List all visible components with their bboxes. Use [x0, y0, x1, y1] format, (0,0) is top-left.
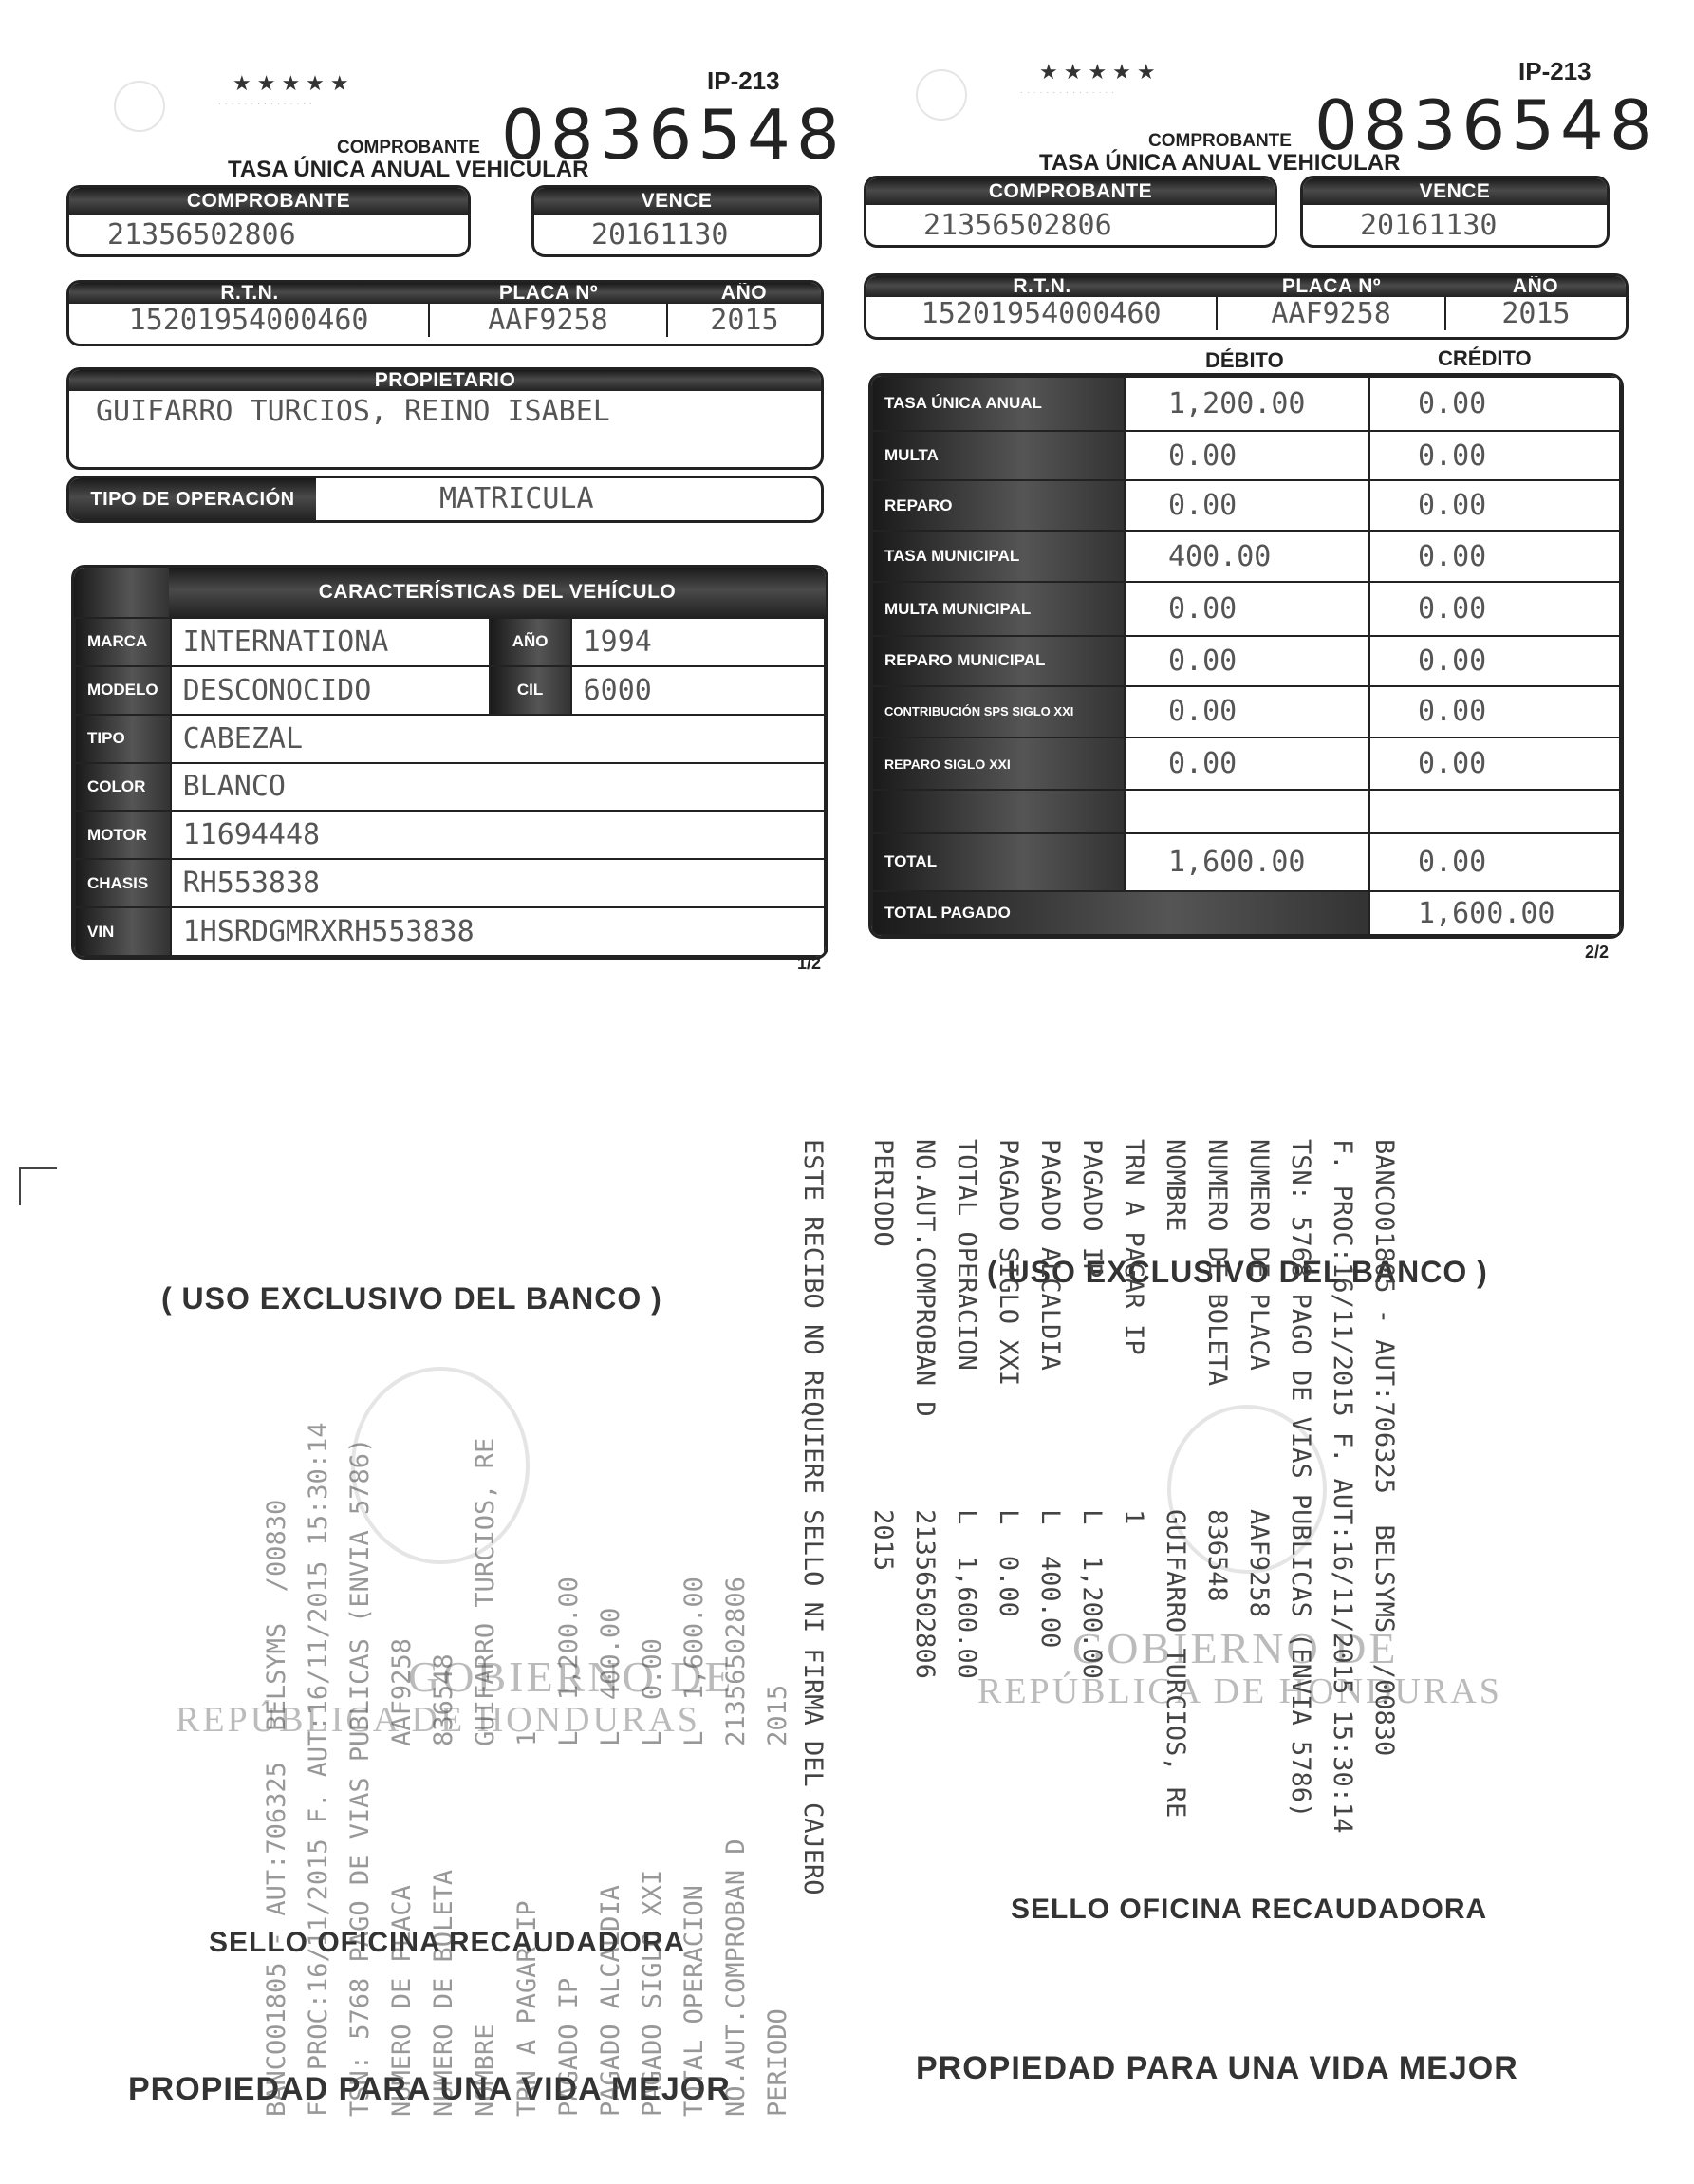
left-row-color [75, 763, 825, 812]
right-rtn-value: 15201954000460 [866, 297, 1218, 330]
right-placa-value: AAF9258 [1218, 297, 1446, 330]
left-stars: ★★★★★ [233, 71, 355, 95]
left-marca-label: MARCA [75, 618, 171, 666]
left-vin-value: 1HSRDGMRXRH553838 [171, 907, 825, 956]
ledger-total-pagado-label: TOTAL PAGADO [872, 891, 1369, 935]
left-modelo-label: MODELO [75, 666, 171, 715]
ledger-credito-value: 0.00 [1369, 737, 1620, 790]
ledger-blank-row [872, 790, 1620, 833]
left-vence-header: VENCE [534, 188, 819, 215]
receipt-note: ESTE RECIBO NO REQUIERE SELLO NI FIRMA DEL CAJERO [798, 1139, 828, 1895]
receipt-line: TSN: 5768 PAGO DE VIAS PUBLICAS (ENVIA 5786) [345, 1437, 375, 2117]
bank-stamp-area [0, 1092, 1694, 2184]
left-comprobante-value: 21356502806 [107, 218, 296, 252]
left-propietario-header: PROPIETARIO [69, 370, 821, 391]
left-ano2-label: AÑO [490, 618, 571, 666]
left-comprobante-box [66, 185, 471, 257]
left-comprobante-header: COMPROBANTE [69, 188, 468, 215]
right-vence-header: VENCE [1303, 178, 1607, 205]
left-chasis-label: CHASIS [75, 859, 171, 907]
ledger-debito-value: 0.00 [1125, 737, 1369, 790]
right-comprobante-number: 0836548 [1314, 85, 1659, 165]
right-ledger-box [868, 373, 1624, 939]
receipt-line: NUMERO DE PLACA AAF9258 [1244, 1139, 1274, 1617]
ledger-row [872, 686, 1620, 738]
left-caracteristicas-header: CARACTERÍSTICAS DEL VEHÍCULO [169, 568, 826, 617]
ledger-credito-value: 0.00 [1369, 431, 1620, 480]
right-sello: SELLO OFICINA RECAUDADORA [1011, 1894, 1488, 1925]
right-uso-exclusivo: ( USO EXCLUSIVO DEL BANCO ) [987, 1255, 1488, 1289]
left-caracteristicas-table [74, 617, 826, 957]
right-emblem-icon [916, 69, 967, 121]
receipt-line: NOMBRE GUIFARRO TURCIOS, RE [1161, 1139, 1190, 1819]
left-motor-value: 11694448 [171, 811, 825, 859]
ledger-row-label: CONTRIBUCIÓN SPS SIGLO XXI [872, 686, 1125, 738]
left-comprobante-label: COMPROBANTE [337, 138, 480, 158]
receipt-line: TSN: 5768 PAGO DE VIAS PUBLICAS (ENVIA 5786) [1286, 1139, 1315, 1819]
right-ano-value: 2015 [1501, 297, 1571, 330]
left-page-number: 1/2 [797, 954, 822, 973]
right-gobierno-line2: REPÚBLICA DE HONDURAS [977, 1671, 1502, 1711]
ledger-row [872, 431, 1620, 480]
left-modelo-value: DESCONOCIDO [171, 666, 490, 715]
left-marca-value: INTERNATIONA [171, 618, 490, 666]
receipt-line: NUMERO DE PLACA AAF9258 [387, 1638, 417, 2117]
ledger-credito-value: 0.00 [1369, 636, 1620, 685]
receipt-line: TRN A PAGAR IP 1 [512, 1730, 542, 2117]
receipt-line: F. PROC:16/11/2015 F. AUT:16/11/2015 15:30:14 [1328, 1139, 1357, 1834]
left-ano-value: 2015 [710, 304, 779, 337]
left-comprobante-number: 0836548 [501, 95, 846, 175]
ledger-row [872, 737, 1620, 790]
ledger-debito-value: 0.00 [1125, 636, 1369, 685]
ledger-row-label: TASA MUNICIPAL [872, 531, 1125, 583]
left-title: TASA ÚNICA ANUAL VEHICULAR [228, 157, 589, 182]
left-caracteristicas-box [71, 565, 828, 960]
receipt-line: NOMBRE GUIFARRO TURCIOS, RE [471, 1437, 500, 2117]
left-vence-box [531, 185, 822, 257]
ledger-debito-value: 0.00 [1125, 431, 1369, 480]
receipt-line: TOTAL OPERACION L 1,600.00 [952, 1139, 981, 1679]
ledger-row-label: REPARO MUNICIPAL [872, 636, 1125, 685]
left-tipo-header: TIPO DE OPERACIÓN [69, 478, 316, 520]
ledger-credito-value: 0.00 [1369, 686, 1620, 738]
right-comprobante-value: 21356502806 [923, 209, 1112, 242]
left-propietario-box [66, 367, 824, 470]
right-govt-small-text: · · · · · · · · · · · · · · · [1020, 88, 1116, 97]
ledger-row-label: TASA ÚNICA ANUAL [872, 377, 1125, 431]
right-rtn-header: R.T.N. [866, 276, 1218, 297]
receipt-line: PAGADO IP L 1,200.00 [1077, 1139, 1107, 1679]
receipt-line: NO.AUT.COMPROBAN D 21356502806 [910, 1139, 940, 1679]
left-cil-value: 6000 [571, 666, 825, 715]
left-propietario-value: GUIFARRO TURCIOS, REINO ISABEL [96, 395, 610, 428]
right-stars: ★★★★★ [1039, 60, 1162, 84]
left-placa-header: PLACA Nº [430, 283, 667, 304]
right-gobierno-line1: GOBIERNO DE [1072, 1624, 1399, 1672]
right-page-number: 2/2 [1585, 943, 1610, 961]
ledger-total-pagado-value: 1,600.00 [1369, 891, 1620, 935]
left-row-marca [75, 618, 825, 666]
receipt-line: PAGADO ALCALDIA L 400.00 [596, 1607, 625, 2117]
left-rtn-box [66, 280, 824, 346]
right-form-code: IP-213 [1518, 57, 1592, 85]
left-row-chasis [75, 859, 825, 907]
left-form [66, 52, 846, 973]
ledger-total-row [872, 833, 1620, 891]
left-govt-small-text: · · · · · · · · · · · · · · · [218, 100, 314, 108]
left-tipo-box [66, 476, 824, 523]
ledger-debito-value: 0.00 [1125, 480, 1369, 530]
left-color-value: BLANCO [171, 763, 825, 812]
ledger-debito-value: 1,200.00 [1125, 377, 1369, 431]
right-comprobante-header: COMPROBANTE [866, 178, 1275, 205]
left-gobierno-line1: GOBIERNO DE [408, 1652, 735, 1701]
left-sello: SELLO OFICINA RECAUDADORA [209, 1927, 686, 1958]
ledger-row [872, 377, 1620, 431]
receipt-line: NO.AUT.COMPROBAN D 21356502806 [721, 1577, 751, 2117]
left-color-label: COLOR [75, 763, 171, 812]
ledger-row-label: REPARO [872, 480, 1125, 530]
ledger-row [872, 480, 1620, 530]
bank-receipt-rotated [791, 1139, 1405, 1895]
receipt-line: NUMERO DE BOLETA 836548 [429, 1653, 458, 2117]
ledger-total-debito: 1,600.00 [1125, 833, 1369, 891]
receipt-line: PERIODO 2015 [868, 1139, 898, 1572]
left-slogan: PROPIEDAD PARA UNA VIDA MEJOR [128, 2071, 731, 2107]
receipt-line: PAGADO ALCALDIA L 400.00 [1035, 1139, 1065, 1649]
right-title: TASA ÚNICA ANUAL VEHICULAR [1039, 150, 1401, 176]
right-ano-header: AÑO [1445, 276, 1626, 297]
receipt-line: PAGADO SIGLO XXI L 0.00 [638, 1638, 667, 2117]
left-row-vin [75, 907, 825, 956]
left-emblem-icon [114, 81, 165, 132]
ledger-credito-value: 0.00 [1369, 480, 1620, 530]
right-ledger-table [871, 376, 1621, 936]
left-row-motor [75, 811, 825, 859]
receipt-line: TRN A PAGAR IP 1 [1119, 1139, 1148, 1525]
ledger-total-credito: 0.00 [1369, 833, 1620, 891]
ledger-row-label: REPARO SIGLO XXI [872, 737, 1125, 790]
receipt-line: PAGADO SIGLO XXI L 0.00 [994, 1139, 1023, 1617]
ledger-debito-value: 400.00 [1125, 531, 1369, 583]
left-vin-label: VIN [75, 907, 171, 956]
right-debito-header: DÉBITO [1205, 348, 1284, 372]
right-comprobante-label: COMPROBANTE [1148, 131, 1292, 151]
crop-mark [19, 1167, 21, 1205]
right-rtn-box [864, 273, 1629, 340]
receipt-line: BANCO01805 - AUT:706325 BELSYMS /00830 [262, 1499, 291, 2117]
left-chasis-value: RH553838 [171, 859, 825, 907]
left-row-tipo [75, 715, 825, 763]
left-gobierno-line2: REPÚBLICA DE HONDURAS [176, 1700, 700, 1740]
left-ano-header: AÑO [667, 283, 821, 304]
ledger-row-label: MULTA [872, 431, 1125, 480]
ledger-row [872, 636, 1620, 685]
left-rtn-value: 15201954000460 [69, 304, 430, 337]
right-vence-box [1300, 176, 1610, 248]
ledger-debito-value: 0.00 [1125, 686, 1369, 738]
left-cil-label: CIL [490, 666, 571, 715]
left-form-code: IP-213 [707, 66, 780, 95]
receipt-line: PERIODO 2015 [763, 1684, 792, 2117]
ledger-credito-value: 0.00 [1369, 582, 1620, 636]
left-tipo-value: MATRICULA [439, 482, 594, 515]
receipt-line: PAGADO IP L 1,200.00 [554, 1577, 584, 2117]
left-rtn-header: R.T.N. [69, 283, 430, 304]
right-placa-header: PLACA Nº [1218, 276, 1445, 297]
receipt-line: BANCO01805 - AUT:706325 BELSYMS /00830 [1369, 1139, 1399, 1757]
left-placa-value: AAF9258 [430, 304, 668, 337]
receipt-line: F. PROC:16/11/2015 F. AUT:16/11/2015 15:30:14 [304, 1422, 333, 2117]
ledger-total-pagado-row [872, 891, 1620, 935]
left-ano2-value: 1994 [571, 618, 825, 666]
left-row-modelo [75, 666, 825, 715]
right-form [864, 43, 1659, 982]
left-tipo2-value: CABEZAL [171, 715, 825, 763]
left-uso-exclusivo: ( USO EXCLUSIVO DEL BANCO ) [161, 1281, 662, 1316]
right-comprobante-box [864, 176, 1277, 248]
ledger-row-label: MULTA MUNICIPAL [872, 582, 1125, 636]
ledger-debito-value: 0.00 [1125, 582, 1369, 636]
bank-receipt-rotated-bleed [256, 1423, 799, 2118]
right-credito-header: CRÉDITO [1438, 346, 1532, 370]
left-tipo2-label: TIPO [75, 715, 171, 763]
ledger-credito-value: 0.00 [1369, 531, 1620, 583]
receipt-line: NUMERO DE BOLETA 836548 [1202, 1139, 1232, 1602]
right-vence-value: 20161130 [1360, 209, 1498, 242]
right-slogan: PROPIEDAD PARA UNA VIDA MEJOR [916, 2050, 1518, 2086]
receipt-line: TOTAL OPERACION L 1,600.00 [679, 1577, 709, 2117]
ledger-total-label: TOTAL [872, 833, 1125, 891]
crop-mark [19, 1167, 57, 1169]
ledger-row [872, 531, 1620, 583]
ledger-credito-value: 0.00 [1369, 377, 1620, 431]
left-vence-value: 20161130 [591, 218, 729, 252]
left-motor-label: MOTOR [75, 811, 171, 859]
ledger-row [872, 582, 1620, 636]
